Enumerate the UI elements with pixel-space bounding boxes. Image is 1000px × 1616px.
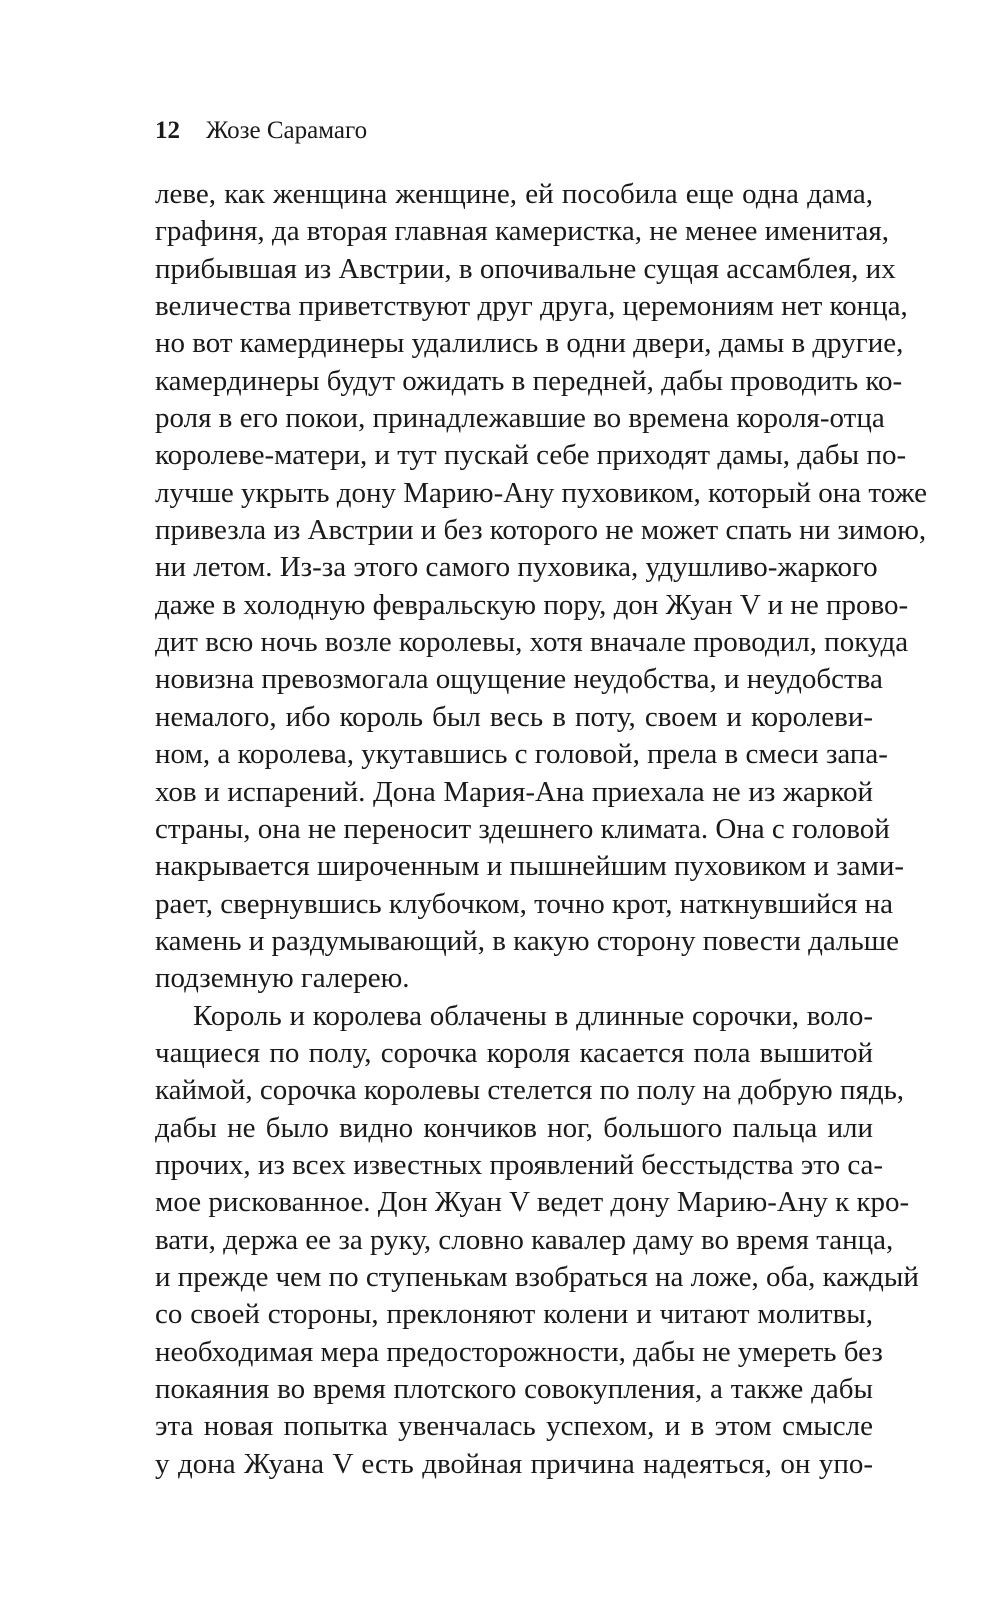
text-line: привезла из Австрии и без которого не может спать ни зимою,: [155, 514, 927, 547]
text-line: ном, а королева, укутавшись с головой, прела в смеси запа-: [155, 738, 888, 771]
text-line: графиня, да вторая главная камеристка, не менее именитая,: [155, 215, 889, 248]
text-line: хов и испарений. Дона Мария-Ана приехала не из жаркой: [155, 775, 873, 808]
text-line: камердинеры будут ожидать в передней, дабы проводить ко-: [155, 364, 903, 397]
text-line: леве, как женщина женщине, ей пособила еще одна дама,: [155, 178, 873, 210]
text-line: немалого, ибо король был весь в поту, своем и королеви-: [155, 700, 873, 733]
text-line: со своей стороны, преклоняют колени и читают молитвы,: [155, 1298, 873, 1331]
paragraph-1: [155, 176, 928, 998]
page-number: 12: [155, 117, 180, 144]
text-line: дит всю ночь возле королевы, хотя вначале проводил, покуда: [155, 626, 909, 659]
text-line: мое рискованное. Дон Жуан V ведет дону Марию-Ану к кро-: [155, 1186, 910, 1219]
text-line: накрывается широченным и пышнейшим пуховиком и зами-: [155, 850, 905, 883]
running-head: [155, 116, 367, 146]
text-line: прибывшая из Австрии, в опочивальне сущая ассамблея, их: [155, 252, 896, 285]
text-line: необходимая мера предосторожности, дабы не умереть без: [155, 1335, 883, 1368]
text-line: новизна превозмогала ощущение неудобства, и неудобства: [155, 663, 883, 696]
paragraph-2: [155, 998, 919, 1483]
text-line: подземную галерею.: [155, 962, 410, 995]
text-line: но вот камердинеры удалились в одни двери, дамы в другие,: [155, 327, 904, 360]
text-line: и прежде чем по ступенькам взобраться на ложе, оба, каждый: [155, 1260, 919, 1293]
text-line: эта новая попытка увенчалась успехом, и в этом смысле: [155, 1410, 873, 1443]
text-line: камень и раздумывающий, в какую сторону повести дальше: [155, 924, 899, 957]
text-line: лучше укрыть дону Марию-Ану пуховиком, который она тоже: [155, 476, 928, 509]
text-line: величества приветствуют друг друга, церемониям нет конца,: [155, 290, 908, 323]
text-line: даже в холодную февральскую пору, дон Жуан V и не прово-: [155, 588, 909, 621]
text-line: чащиеся по полу, сорочка короля касается пола вышитой: [155, 1036, 873, 1069]
body-text: [155, 176, 928, 1483]
text-line: королеве-матери, и тут пускай себе приходят дамы, дабы по-: [155, 439, 907, 472]
text-line: ни летом. Из-за этого самого пуховика, удушливо-жаркого: [155, 551, 878, 584]
text-line: прочих, из всех известных проявлений бесстыдства это са-: [155, 1148, 884, 1181]
text-line: дабы не было видно кончиков ног, большого пальца или: [155, 1111, 873, 1144]
text-line: вати, держа ее за руку, словно кавалер даму во время танца,: [155, 1223, 894, 1256]
text-line: страны, она не переносит здешнего климата. Она с головой: [155, 812, 890, 845]
text-line: Король и королева облачены в длинные сорочки, воло-: [193, 999, 873, 1032]
text-line: у дона Жуана V есть двойная причина надеяться, он упо-: [155, 1447, 873, 1480]
text-line: покаяния во время плотского совокупления, а также дабы: [155, 1373, 873, 1405]
running-head-author: Жозе Сарамаго: [206, 117, 368, 144]
text-line: роля в его покои, принадлежавшие во времена короля-отца: [155, 402, 885, 435]
text-line: рает, свернувшись клубочком, точно крот, наткнувшийся на: [155, 887, 894, 920]
text-line: каймой, сорочка королевы стелется по полу на добрую пядь,: [155, 1074, 905, 1107]
